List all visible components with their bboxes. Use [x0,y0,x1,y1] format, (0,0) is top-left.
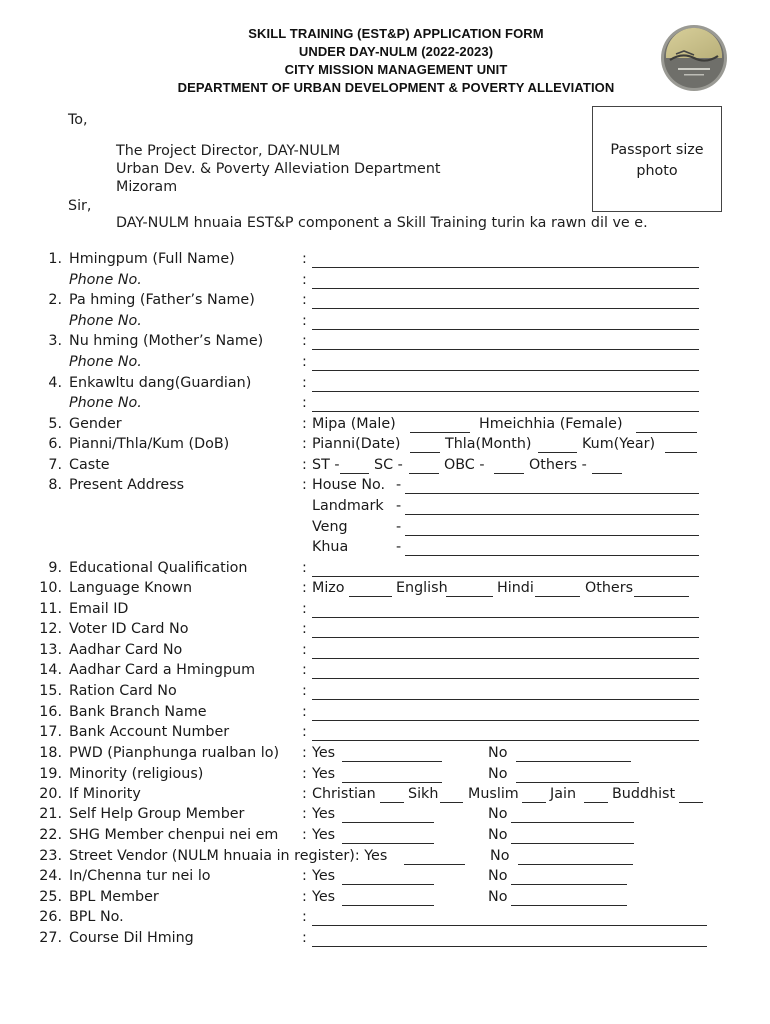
gender-label: Gender [69,416,122,432]
education-colon: : [302,560,307,576]
bank-branch-label: Bank Branch Name [69,704,207,720]
aadhar-no-colon: : [302,642,307,658]
ration-card-input-line[interactable] [312,699,699,700]
caste-st-line[interactable] [340,473,369,474]
religion-christian-label: Christian [312,786,376,802]
course-name-number: 27. [39,930,62,946]
language-english-label: English [396,580,448,596]
bank-branch-number: 16. [39,704,62,720]
f4p-colon: : [302,395,307,411]
bank-account-input-line[interactable] [312,740,699,741]
aadhar-name-input-line[interactable] [312,678,699,679]
aadhar-no-number: 13. [39,642,62,658]
minority-colon: : [302,766,307,782]
dob-colon: : [302,436,307,452]
address-to: To, [68,112,88,128]
address-landmark-line[interactable] [405,514,699,515]
religion-colon: : [302,786,307,802]
course-name-colon: : [302,930,307,946]
pwd-number: 18. [39,745,62,761]
f4-input-line[interactable] [312,391,699,392]
shg-member-number: 21. [39,806,62,822]
language-mizo-label: Mizo [312,580,345,596]
recipient-state: Mizoram [116,179,178,195]
shg-member-colon: : [302,806,307,822]
no-residence-no-line[interactable] [511,884,627,885]
bpl-member-no-line[interactable] [511,905,627,906]
f1p-colon: : [302,272,307,288]
f1-input-line[interactable] [312,267,699,268]
shg-chenpui-number: 22. [39,827,62,843]
f4-number: 4. [48,375,62,391]
dob-date-line[interactable] [410,452,440,453]
religion-sikh-label: Sikh [408,786,439,802]
street-vendor-no-label: No [490,848,510,864]
pwd-colon: : [302,745,307,761]
f3p-colon: : [302,354,307,370]
religion-jain-line[interactable] [584,802,608,803]
caste-number: 7. [48,457,62,473]
religion-buddhist-label: Buddhist [612,786,676,802]
f3-input-line[interactable] [312,349,699,350]
shg-chenpui-label: SHG Member chenpui nei em [69,827,279,843]
caste-colon: : [302,457,307,473]
salutation: Sir, [68,198,92,214]
recipient-title: The Project Director, DAY-NULM [116,143,341,159]
address-veng-dash: - [396,519,402,535]
caste-st-label: ST - [312,457,340,473]
photo-box-label-2: photo [636,163,678,179]
voter-id-number: 12. [39,621,62,637]
dob-number: 6. [48,436,62,452]
f4-label: Enkawltu dang(Guardian) [69,375,252,391]
address-landmark-dash: - [396,498,402,514]
bpl-member-yes-line[interactable] [342,905,434,906]
bpl-no-number: 26. [39,909,62,925]
f3-number: 3. [48,333,62,349]
voter-id-label: Voter ID Card No [69,621,189,637]
dob-month-line[interactable] [538,452,577,453]
f3p-input-line[interactable] [312,370,699,371]
minority-yes-label: Yes [312,766,336,782]
bpl-no-colon: : [302,909,307,925]
language-label: Language Known [69,580,193,596]
voter-id-input-line[interactable] [312,637,699,638]
f2p-phone-label: Phone No. [69,313,142,329]
f3-colon: : [302,333,307,349]
bank-account-label: Bank Account Number [69,724,230,740]
shg-member-label: Self Help Group Member [69,806,245,822]
street-vendor-no-line[interactable] [518,864,633,865]
caste-obc-label: OBC - [444,457,485,473]
gender-female-label: Hmeichhia (Female) [479,416,623,432]
course-name-input-line[interactable] [312,946,707,947]
ration-card-number: 15. [39,683,62,699]
religion-label: If Minority [69,786,141,802]
passport-photo-box[interactable] [592,106,722,212]
street-vendor-number: 23. [39,848,62,864]
email-number: 11. [39,601,62,617]
gender-colon: : [302,416,307,432]
f2-colon: : [302,292,307,308]
f1p-phone-label: Phone No. [69,272,142,288]
religion-sikh-line[interactable] [440,802,463,803]
voter-id-colon: : [302,621,307,637]
minority-number: 19. [39,766,62,782]
no-residence-number: 24. [39,868,62,884]
aadhar-no-input-line[interactable] [312,658,699,659]
f1-colon: : [302,251,307,267]
f2p-colon: : [302,313,307,329]
no-residence-yes-label: Yes [312,868,336,884]
f4p-phone-label: Phone No. [69,395,142,411]
shg-chenpui-colon: : [302,827,307,843]
f1-label: Hmingpum (Full Name) [69,251,235,267]
ration-card-colon: : [302,683,307,699]
caste-others-label: Others - [529,457,587,473]
aadhar-no-label: Aadhar Card No [69,642,183,658]
f2-number: 2. [48,292,62,308]
religion-buddhist-line[interactable] [679,802,703,803]
form-subtitle-department: DEPARTMENT OF URBAN DEVELOPMENT & POVERTY ALLEVIATION [177,80,615,95]
form-subtitle-scheme: UNDER DAY-NULM (2022-2023) [298,44,494,59]
religion-muslim-label: Muslim [468,786,519,802]
recipient-department: Urban Dev. & Poverty Alleviation Department [116,161,441,177]
aadhar-name-label: Aadhar Card a Hmingpum [69,662,256,678]
shg-chenpui-yes-label: Yes [312,827,336,843]
address-khua-dash: - [396,539,402,555]
aadhar-name-number: 14. [39,662,62,678]
caste-others-line[interactable] [592,473,622,474]
email-input-line[interactable] [312,617,699,618]
language-english-line[interactable] [446,596,493,597]
form-subtitle-unit: CITY MISSION MANAGEMENT UNIT [284,62,508,77]
address-label: Present Address [69,477,185,493]
pwd-yes-line[interactable] [342,761,442,762]
education-number: 9. [48,560,62,576]
minority-no-line[interactable] [516,782,639,783]
pwd-label: PWD (Pianphunga rualban lo) [69,745,280,761]
no-residence-no-label: No [488,868,508,884]
pwd-yes-label: Yes [312,745,336,761]
gender-female-line[interactable] [636,432,697,433]
address-house-no-line[interactable] [405,493,699,494]
bank-branch-colon: : [302,704,307,720]
f4-colon: : [302,375,307,391]
f4p-input-line[interactable] [312,411,699,412]
shg-member-yes-line[interactable] [342,822,434,823]
dob-year-line[interactable] [665,452,697,453]
f2p-input-line[interactable] [312,329,699,330]
religion-number: 20. [39,786,62,802]
no-residence-yes-line[interactable] [342,884,434,885]
f2-input-line[interactable] [312,308,699,309]
caste-label: Caste [69,457,110,473]
f3-label: Nu hming (Mother’s Name) [69,333,264,349]
address-veng-line[interactable] [405,535,699,536]
no-residence-colon: : [302,868,307,884]
bank-branch-input-line[interactable] [312,720,699,721]
bpl-no-label: BPL No. [69,909,124,925]
address-khua-line[interactable] [405,555,699,556]
bpl-no-input-line[interactable] [312,925,707,926]
form-title: SKILL TRAINING (EST&P) APPLICATION FORM [248,26,544,41]
bpl-member-no-label: No [488,889,508,905]
caste-obc-line[interactable] [494,473,524,474]
shg-member-no-label: No [488,806,508,822]
address-colon: : [302,477,307,493]
shg-chenpui-no-label: No [488,827,508,843]
bpl-member-yes-label: Yes [312,889,336,905]
religion-christian-line[interactable] [380,802,404,803]
street-vendor-yes-line[interactable] [404,864,465,865]
language-colon: : [302,580,307,596]
language-number: 10. [39,580,62,596]
shg-chenpui-yes-line[interactable] [342,843,434,844]
gender-male-line[interactable] [410,432,470,433]
bpl-member-colon: : [302,889,307,905]
caste-sc-line[interactable] [409,473,439,474]
gender-male-label: Mipa (Male) [312,416,396,432]
application-statement: DAY-NULM hnuaia EST&P component a Skill Training turin ka rawn dil ve e. [116,215,648,231]
caste-sc-label: SC - [374,457,403,473]
language-hindi-label: Hindi [497,580,534,596]
religion-muslim-line[interactable] [522,802,546,803]
aadhar-name-colon: : [302,662,307,678]
shg-member-no-line[interactable] [511,822,634,823]
ration-card-label: Ration Card No [69,683,177,699]
address-house-no-dash: - [396,477,402,493]
pwd-no-line[interactable] [516,761,631,762]
shg-chenpui-no-line[interactable] [511,843,634,844]
address-number: 8. [48,477,62,493]
dob-year-label: Kum(Year) [582,436,656,452]
language-hindi-line[interactable] [535,596,580,597]
religion-jain-label: Jain [550,786,577,802]
bpl-member-label: BPL Member [69,889,159,905]
department-logo [660,24,728,92]
f2-label: Pa hming (Father’s Name) [69,292,255,308]
education-input-line[interactable] [312,576,699,577]
language-mizo-line[interactable] [349,596,392,597]
dob-month-label: Thla(Month) [445,436,532,452]
education-label: Educational Qualification [69,560,248,576]
bank-account-colon: : [302,724,307,740]
street-vendor-label: Street Vendor (NULM hnuaia in register): Yes [69,848,388,864]
f1p-input-line[interactable] [312,288,699,289]
minority-yes-line[interactable] [342,782,442,783]
language-others-line[interactable] [634,596,689,597]
photo-box-label-1: Passport size [610,142,704,158]
address-veng-label: Veng [312,519,348,535]
minority-label: Minority (religious) [69,766,204,782]
email-label: Email ID [69,601,129,617]
f3p-phone-label: Phone No. [69,354,142,370]
email-colon: : [302,601,307,617]
gender-number: 5. [48,416,62,432]
no-residence-label: In/Chenna tur nei lo [69,868,211,884]
shg-member-yes-label: Yes [312,806,336,822]
address-landmark-label: Landmark [312,498,384,514]
f1-number: 1. [48,251,62,267]
address-house-no-label: House No. [312,477,386,493]
language-others-label: Others [585,580,634,596]
minority-no-label: No [488,766,508,782]
dob-label: Pianni/Thla/Kum (DoB) [69,436,230,452]
course-name-label: Course Dil Hming [69,930,194,946]
bank-account-number: 17. [39,724,62,740]
pwd-no-label: No [488,745,508,761]
dob-date-label: Pianni(Date) [312,436,401,452]
bpl-member-number: 25. [39,889,62,905]
address-khua-label: Khua [312,539,349,555]
